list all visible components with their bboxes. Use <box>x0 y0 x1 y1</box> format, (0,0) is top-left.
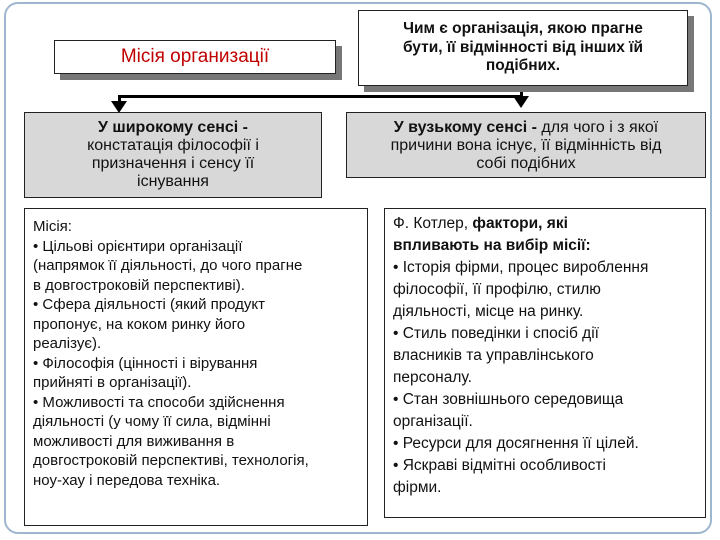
broad-line: призначення і сенсу її <box>91 154 255 172</box>
broad-term: У широкому сенсі - <box>97 119 249 136</box>
mission-list-item: (напрямок її діяльності, до чого прагне <box>33 257 303 274</box>
mission-list-item: Місія: <box>33 218 72 235</box>
mission-title: Місія организації <box>120 46 270 67</box>
mission-list-item: • Філософія (цінності і вірування <box>33 354 258 372</box>
mission-list-item: діяльності (у чому її сила, відмінні <box>33 413 271 430</box>
mission-title-box <box>54 40 336 74</box>
mission-list-item: • Можливості та способи здійснення <box>33 393 285 411</box>
narrow-line: собі подібних <box>476 154 576 172</box>
factors-heading: Ф. Котлер, фактори, які <box>393 215 568 232</box>
factors-list-item: фірми. <box>393 479 442 496</box>
mission-list-item: ноу-хау і передова техніка. <box>33 471 221 489</box>
factors-list-box <box>384 208 706 518</box>
factors-list-item: • Історія фірми, процес вироблення <box>393 259 649 276</box>
factors-list-item: • Яскраві відмітні особливості <box>393 457 606 474</box>
connector-line <box>118 95 523 98</box>
factors-list-item: • Стан зовнішнього середовища <box>393 391 624 408</box>
mission-list-item: прийняті в організації). <box>33 374 192 391</box>
mission-list-box <box>24 208 368 526</box>
factors-list-item: • Стиль поведінки і спосіб дії <box>393 325 599 342</box>
factors-heading: впливають на вибір місії: <box>393 237 591 254</box>
mission-list-item: реалізує). <box>33 335 102 352</box>
question-line: Чим є організація, якою прагне <box>403 19 643 37</box>
mission-list-item: пропонує, на коком ринку його <box>33 315 246 333</box>
broad-line: існування <box>137 172 209 190</box>
factors-list-item: власників та управлінського <box>393 347 594 364</box>
factors-list-item: філософії, її профілю, стилю <box>393 281 601 298</box>
arrow-right-icon <box>513 96 529 108</box>
mission-list-item: • Сфера діяльності (який продукт <box>33 296 265 313</box>
mission-list-item: довгостроковій перспективі, технологія, <box>33 452 309 469</box>
question-box <box>358 10 688 86</box>
factors-list-item: персоналу. <box>393 369 472 386</box>
question-line: подібних. <box>485 57 561 75</box>
factors-list-item: • Ресурси для досягнення її цілей. <box>393 435 639 452</box>
broad-definition-box <box>24 112 322 198</box>
factors-list-item: діяльності, місце на ринку. <box>393 303 584 320</box>
mission-list-item: • Цільові орієнтири організації <box>33 237 243 255</box>
mission-list-item: в довгостроковій перспективі). <box>33 276 245 294</box>
narrow-term-line: У вузькому сенсі - для чого і з якої <box>393 119 659 136</box>
question-line: бути, її відмінності від інших їй <box>402 38 644 56</box>
narrow-definition-box <box>346 112 706 178</box>
mission-list-item: можливості для виживання в <box>33 432 235 450</box>
factors-list-item: організації. <box>393 413 473 430</box>
narrow-line: причини вона існує, її відмінність від <box>390 136 662 154</box>
broad-line: констатація філософії і <box>87 136 259 154</box>
